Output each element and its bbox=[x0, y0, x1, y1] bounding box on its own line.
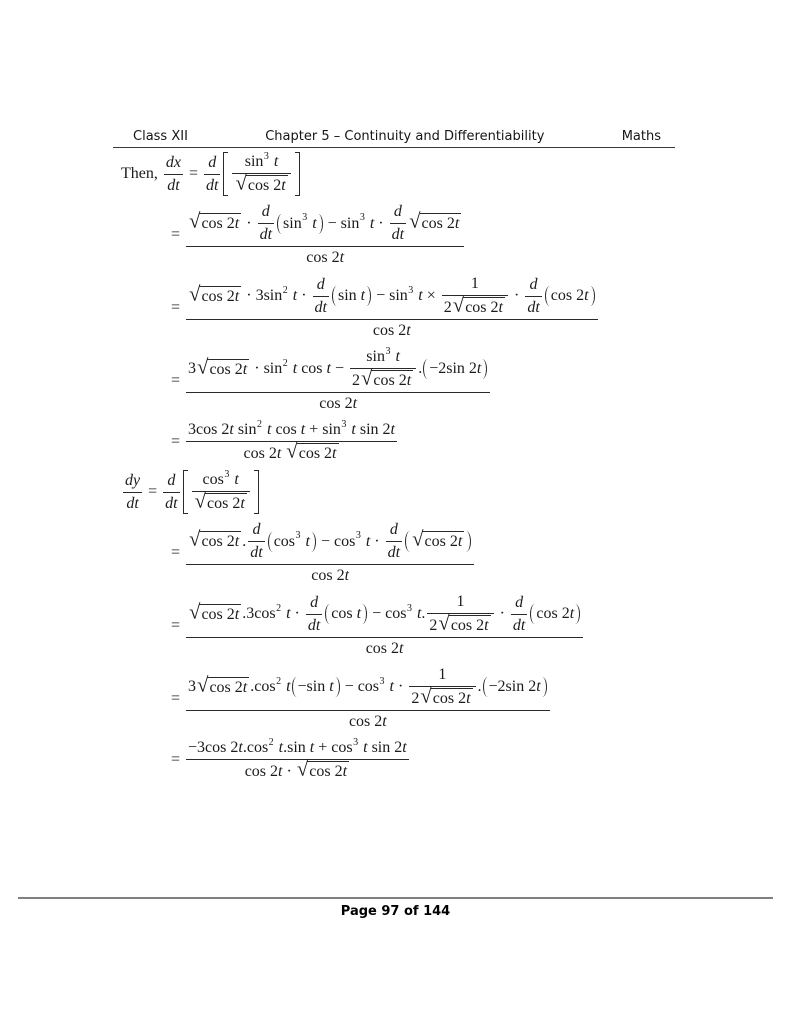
equation-line: = 3 √ cos 2 t · sin 2 t cos t − sin 3 t 2 √ cos 2 t . −2sin 2 t cos 2 t bbox=[171, 347, 681, 414]
page-header bbox=[113, 129, 675, 148]
equation-line: = √ cos 2 t · $\frac{d}{dt}$ sin 3 t − sin 3 t · $\frac{d}{dt}$ √ cos 2 t cos 2 t bbox=[171, 202, 681, 268]
equation-line: = 3 √ cos 2 t .cos 2 t −sin t − cos 3 t · 1 2 √ cos 2 t . −2sin 2 t cos 2 t bbox=[171, 665, 681, 732]
header-chapter-title: Chapter 5 – Continuity and Differentiability bbox=[265, 129, 545, 144]
equation-line: Then, $\frac{dx}{dt}$ = $\frac{d}{dt}$ sin 3 t √ cos 2 t bbox=[121, 152, 681, 196]
equation-line: = √ cos 2 t . $\frac{d}{dt}$ cos 3 t − cos 3 t · $\frac{d}{dt}$ √ cos 2 t cos 2 t bbox=[171, 520, 681, 586]
equation-line: = √ cos 2 t · 3sin 2 t · $\frac{d}{dt}$ sin t − sin 3 t × 1 2 √ cos 2 t · $\frac{d}{dt}$ cos 2 t cos 2 t bbox=[171, 274, 681, 341]
equations bbox=[121, 152, 681, 788]
equation-line: = 3cos 2 t sin 2 t cos t + sin 3 t sin 2 t cos 2 t √ cos 2 t bbox=[171, 418, 395, 463]
footer-divider bbox=[18, 897, 773, 899]
footer-page-number: Page 97 of 144 bbox=[340, 904, 451, 919]
equation-line: = −3cos 2 t .cos 2 t .sin t + cos 3 t sin 2 t cos 2 t · √ cos 2 t bbox=[171, 736, 407, 781]
equation-line: $\frac{dy}{dt}$ = $\frac{d}{dt}$ cos 3 t √ cos 2 t bbox=[121, 470, 681, 514]
header-subject-label: Maths bbox=[621, 129, 661, 144]
equation-line: = √ cos 2 t .3cos 2 t · $\frac{d}{dt}$ cos t − cos 3 t . 1 2 √ cos 2 t · $\frac{d}{dt}$ cos 2 t cos 2 t bbox=[171, 592, 681, 659]
header-class-label: Class XII bbox=[133, 129, 188, 144]
